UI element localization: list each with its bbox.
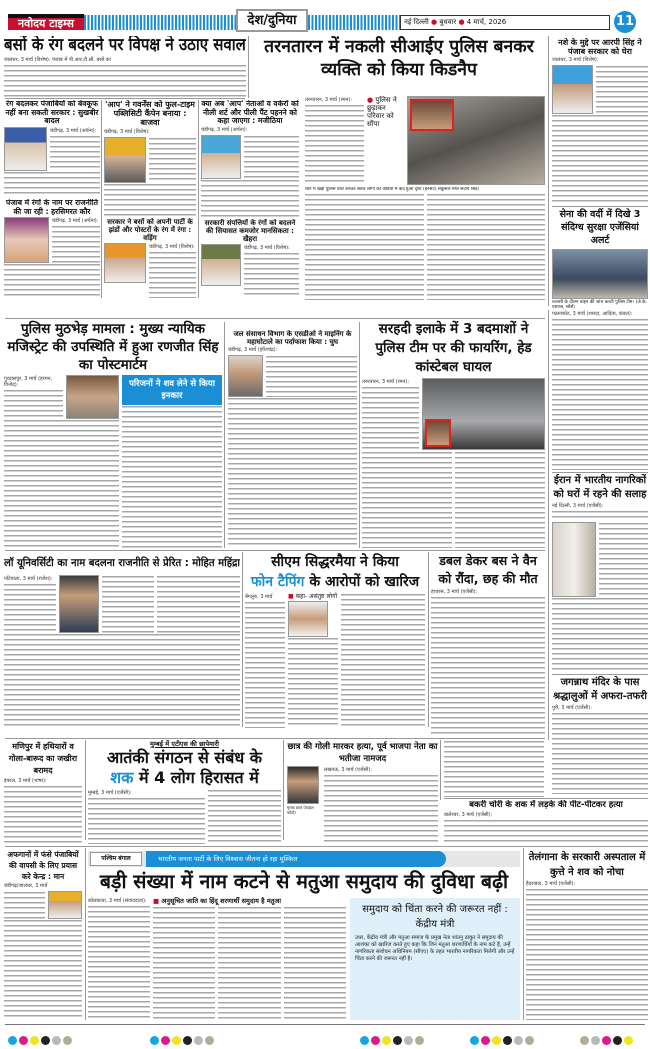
khaira-body — [244, 253, 299, 298]
matua-dateline: कोलकाता, 3 मार्च (संवाददाता): — [88, 898, 147, 904]
cm-kicker: ■ कहा- असंतुष्ट लोगों — [288, 593, 338, 600]
kidnap-story — [305, 96, 405, 185]
registration-marks-right — [470, 1030, 536, 1049]
harsimrat-photo — [4, 217, 49, 263]
law-body-3 — [157, 576, 240, 633]
encounter-story — [4, 320, 222, 548]
matua-headline-block — [88, 868, 520, 896]
firing-inset-photo — [425, 419, 451, 447]
cm-body-3 — [341, 594, 425, 728]
sukhbir-body-2 — [4, 172, 100, 197]
manipur-body — [4, 786, 82, 843]
khaira-photo — [201, 244, 241, 286]
majithia-body-2 — [201, 180, 299, 217]
sukhbir-photo — [4, 127, 47, 171]
goat-body — [444, 820, 648, 844]
date-box: नई दिल्ली ● बुधवार ● 4 मार्च, 2026 — [400, 15, 610, 30]
registration-marks-mid — [150, 1030, 216, 1049]
bus-body — [431, 597, 545, 736]
sukhbir-story — [4, 100, 100, 197]
warring-photo — [104, 243, 146, 283]
firing-dateline: तरनतारन, 3 मार्च (रमन): — [362, 379, 410, 385]
firing-body — [362, 387, 419, 450]
student-photo — [287, 766, 319, 804]
sukhbir-body — [50, 136, 100, 171]
khaira-story — [201, 219, 299, 298]
law-body-2 — [102, 576, 154, 633]
kidnap-body-3 — [427, 194, 546, 300]
iran-dateline: नई दिल्ली, 3 मार्च (एजेंसी): — [552, 503, 604, 509]
registration-marks-left — [8, 1030, 74, 1049]
iran-photo — [552, 522, 596, 597]
goat-headline: बकरी चोरी के शक में लड़के की पीट-पीटकर हत्या — [469, 800, 623, 810]
sukhbir-dateline: चंडीगढ़, 3 मार्च (अर्चना): — [50, 127, 97, 134]
rp-dateline: जालंधर, 3 मार्च (विशेष): — [552, 57, 599, 64]
warring-story — [104, 218, 196, 298]
matua-banner — [88, 851, 520, 867]
iran-body — [552, 511, 648, 521]
firing-body-3 — [455, 452, 545, 548]
cm-headline-2 — [245, 572, 425, 592]
encounter-dateline: गुरदासपुर, 3 मार्च (हरमन, विनोद): — [4, 376, 53, 388]
rp-body — [596, 66, 648, 114]
student-headline: छात्र की गोली मारकर हत्या, पूर्व भाजपा नेता का भतीजा नामजद — [287, 742, 438, 764]
mining-headline: जल संसाधन विभाग के एसडीओ ने माइनिंग के महाघोटाले का पर्दाफाश किया : चुघ — [233, 330, 352, 347]
city: नई दिल्ली — [404, 18, 429, 26]
bus-dateline: हाथरस, 3 मार्च (एजेंसी): — [431, 589, 478, 595]
cm-headline-rest: के आरोपों को खारिज — [309, 574, 420, 590]
manipur-headline: मणिपुर में हथियारों व गोला-बारूद का जखीरा बरामद — [8, 742, 78, 775]
rp-photo — [552, 65, 593, 114]
dog-story — [526, 850, 648, 1020]
army-caption-text: तलाशी के दौरान वाहन की जांच करती पुलिस टीम। — [552, 300, 635, 305]
matua-story — [88, 897, 346, 1019]
goat-story — [444, 800, 648, 844]
iran-body-2 — [599, 523, 648, 597]
dog-headline: तेलंगाना के सरकारी अस्पताल में कुत्ते ने शव को नोचा — [528, 852, 646, 878]
jagannath-body — [552, 713, 648, 794]
bus-body-2 — [444, 741, 544, 797]
registration-marks-mid2 — [360, 1030, 426, 1049]
matua-body-4 — [284, 907, 346, 1019]
firing-photo — [422, 378, 545, 450]
student-story — [287, 741, 438, 843]
khaira-headline: सरकारी संपत्तियों के रंगों को बदलने की सियासत कमजोर मानसिकता : खैहरा — [204, 219, 296, 244]
ats-headline-highlight: शक — [110, 768, 134, 787]
cm-dateline: बेंगलुरु, 3 मार्च — [245, 594, 273, 600]
lead-body — [4, 65, 246, 98]
rp-body-2 — [552, 115, 648, 204]
iran-body-3 — [552, 598, 648, 672]
ats-story — [88, 740, 281, 844]
matua-tag: पश्चिम बंगाल — [90, 852, 142, 866]
warring-headline: सरकार ने बसों को अपनी पार्टी के झंडों और पोस्टरों के रंग में रंगा : वड़िंग — [107, 218, 193, 243]
kidnap-body — [305, 105, 364, 185]
kidnap-pullquote: ● पुलिस ने छुड़ाकर परिवार को सौंपा — [367, 96, 397, 128]
mining-body-2 — [228, 398, 357, 548]
matua-headline: बड़ी संख्या में नाम कटने से मतुआ समुदाय की दुविधा बढ़ी — [99, 870, 509, 893]
ats-body — [88, 798, 205, 844]
iran-story — [552, 474, 648, 672]
kidnap-headline-block — [252, 36, 546, 94]
lead-dateline: जालंधर, 3 मार्च (विशेष): पंजाब में पी.आर.टी.सी. बसों का — [4, 56, 111, 63]
chugh-photo — [228, 355, 263, 397]
encounter-body — [4, 390, 63, 419]
kidnap-body-2 — [305, 194, 424, 300]
manipur-story — [4, 741, 82, 843]
kidnap-caption: थाने में खड़ी पुलिस वाले बनकर सवार लोगों का वीडियो में कैद हुआ दृश्य (इनसेट) सकुशल मिले संदीप सिंह। — [305, 187, 480, 192]
student-dateline: लखनऊ, 3 मार्च (एजेंसी): — [324, 767, 372, 773]
cm-headline-highlight: फोन टैपिंग — [250, 574, 305, 590]
cm-story — [245, 552, 425, 728]
bajwa-body — [149, 138, 196, 183]
harsimrat-body — [52, 226, 100, 263]
army-caption — [552, 300, 648, 310]
harsimrat-headline: पंजाब में रंगों के नाम पर राजनीति की जा रही : हरसिमरत कौर — [5, 199, 98, 216]
firing-story — [362, 320, 545, 548]
kejri-body-2 — [4, 920, 82, 1019]
majithia-story — [201, 100, 299, 217]
page-number: 11 — [614, 11, 636, 33]
ats-headline-2 — [88, 768, 281, 788]
bajwa-dateline: चंडीगढ़, 3 मार्च (विशेष): — [104, 128, 150, 135]
majithia-photo — [201, 135, 241, 179]
matua-box — [350, 898, 520, 1020]
logo: नवोदय टाइम्स — [8, 14, 84, 30]
kejri-dateline: चंडीगढ़/जालंधर, 3 मार्च — [4, 883, 48, 889]
masthead — [0, 0, 650, 34]
majithia-headline: क्या अब 'आप' नेताओं व वर्करों को नीली शर्ट और पीली पैंट पहनने को कहा जाएगा : मजीठिया — [201, 100, 299, 126]
ats-headline-1: आतंकी संगठन से संबंध के — [106, 748, 263, 767]
sukhbir-headline: रंग बदलकर पंजाबियों को बेवकूफ नहीं बना सकती सरकार : सुखबीर बादल — [5, 100, 99, 126]
law-body-4 — [4, 634, 240, 728]
kejri-headline: अफगानों में फंसे पंजाबियों की वापसी के लिए प्रयास करे केन्द्र : मान — [7, 850, 79, 881]
cm-body — [245, 602, 285, 728]
mining-story — [228, 330, 357, 548]
mining-dateline: चंडीगढ़, 3 मार्च (हरिश्चंद्र): — [228, 347, 278, 354]
lead-story — [4, 36, 246, 98]
jagannath-headline: जगन्नाथ मंदिर के पास श्रद्धालुओं में अफरा-तफरी — [553, 677, 647, 702]
cm-kicker-text: कहा- असंतुष्ट लोगों — [295, 593, 338, 600]
mann-photo — [48, 891, 82, 919]
kidnap-dateline: तरनतारन, 3 मार्च (रमन): — [305, 97, 353, 103]
army-body — [552, 319, 648, 470]
ats-headline-rest: में 4 लोग हिरासत में — [138, 768, 259, 787]
section-tab: देश/दुनिया — [236, 9, 308, 32]
matua-body — [88, 906, 150, 1019]
ats-kicker: मुम्बई में एटीएस की छापेमारी — [150, 740, 219, 748]
bus-headline: डबल डेकर बस ने वैन को रौंदा, छह की मौत — [438, 553, 538, 586]
firing-body-2 — [362, 452, 452, 548]
army-credit: (जे.के. एसएस, सोर्स) — [552, 300, 648, 310]
bajwa-photo — [104, 137, 146, 183]
encounter-headline: पुलिस मुठभेड़ मामला : मुख्य न्यायिक मजिस्ट्रेट की उपस्थिति में हुआ रणजीत सिंह का पोस्टमार्टम — [7, 321, 219, 373]
matua-box-text: उधर, केंद्रीय मंत्री और मतुआ समाज के प्रमुख नेता शांतनु ठाकुर ने समुदाय की आशंका को खारिज करते हुए कहा कि जिन मतुआ शरणार्थियों के नाम कटे हैं, उन्हें नागरिकता संशोधन अधिनियम (सीएए) के तहत भारतीय नागरिकता मिलेगी और उन्हें चिंता करने की जरूरत नहीं है। — [355, 935, 515, 962]
cm-headline-1: सीएम सिद्धरमैया ने किया — [271, 554, 399, 570]
army-headline: सेना की वर्दी में दिखे 3 संदिग्ध सुरक्षा एजेंसियां अलर्ट — [559, 209, 641, 246]
warring-body — [149, 252, 196, 298]
registration-marks-far-right — [580, 1030, 635, 1049]
law-body — [4, 584, 56, 633]
firing-headline: सरहदी इलाके में 3 बदमाशों ने पुलिस टीम पर की फायरिंग, हेड कांस्टेबल घायल — [375, 321, 532, 375]
day: बुधवार — [439, 18, 457, 26]
encounter-body-3 — [4, 420, 119, 548]
kidnap-continued — [305, 187, 545, 300]
bajwa-body-2 — [104, 184, 196, 216]
harsimrat-dateline: चंडीगढ़, 3 मार्च (अर्चना): — [52, 218, 99, 225]
pullquote-text: पुलिस ने छुड़ाकर परिवार को सौंपा — [367, 96, 397, 128]
student-caption: मृतक छात्र (फाइल फोटो) — [287, 805, 314, 815]
army-dateline: पठानकोट, 3 मार्च (शारदा, आदित्य, कंवल): — [552, 311, 633, 317]
harsimrat-story — [4, 199, 100, 298]
kidnap-photo — [407, 96, 545, 185]
matua-banner-text: भारतीय जनता पार्टी के लिए विश्वास जीतना हो रहा मुश्किल — [146, 851, 446, 867]
matua-subhead: ■ अनुसूचित जाति का हिंदू शरणार्थी समुदाय है मतुआ — [153, 897, 282, 905]
ranjit-photo — [66, 375, 119, 419]
army-story — [552, 208, 648, 470]
ats-dateline: मुम्बई, 3 मार्च (एजेंसी): — [88, 790, 132, 796]
kidnap-inset-photo — [410, 99, 454, 131]
matua-body-3 — [218, 907, 280, 1019]
cm-body-2 — [288, 638, 338, 728]
jagannath-dateline: पुरी, 3 मार्च (एजेंसी): — [552, 705, 592, 711]
kidnap-headline: तरनतारन में नकली सीआईए पुलिस बनकर व्यक्ति को किया किडनैप — [264, 37, 534, 80]
matua-subhead-text: अनुसूचित जाति का हिंदू शरणार्थी समुदाय है मतुआ — [161, 897, 282, 905]
warring-dateline: चंडीगढ़, 3 मार्च (विशेष): — [149, 244, 195, 251]
iran-headline: ईरान में भारतीय नागरिकों को घरों में रहने की सलाह — [553, 475, 647, 500]
student-body — [324, 775, 438, 843]
encounter-box: परिजनों ने शव लेने से किया इनकार — [122, 375, 222, 405]
majithia-dateline: चंडीगढ़, 3 मार्च (अर्चना): — [201, 126, 248, 133]
encounter-body-2 — [122, 406, 222, 548]
rp-story — [552, 38, 648, 204]
kejri-story — [4, 849, 82, 1019]
khaira-dateline: चंडीगढ़, 3 मार्च (विशेष): — [244, 245, 290, 252]
law-story — [4, 552, 240, 728]
manipur-dateline: इंफाल, 3 मार्च (भाषा): — [4, 778, 47, 784]
mining-body — [266, 356, 357, 397]
army-photo — [552, 249, 648, 299]
matua-body-2 — [153, 907, 215, 1019]
siddaramaiah-photo — [288, 601, 328, 637]
bus-story — [431, 552, 545, 736]
ats-body-2 — [208, 790, 281, 844]
rp-headline: नशे के मुद्दे पर आरपी सिंह ने पंजाब सरकार को घेरा — [558, 38, 642, 57]
law-headline: लॉ यूनिवर्सिटी का नाम बदलना राजनीति से प्रेरित : मोहित महिंद्रा — [4, 557, 240, 569]
majithia-body — [244, 136, 299, 179]
date: 4 मार्च, 2026 — [466, 18, 507, 26]
jagannath-story — [552, 676, 648, 794]
bajwa-story — [104, 100, 196, 216]
lead-headline: बसों के रंग बदलने पर विपक्ष ने उठाए सवाल — [4, 36, 246, 55]
bajwa-headline: 'आप' ने गवर्नेंस को फुल-टाइम पब्लिसिटी कैंपेन बनाया : बाजवा — [105, 100, 195, 128]
goat-dateline: बालेश्वर, 3 मार्च (एजेंसी): — [444, 812, 493, 818]
dog-body — [526, 889, 648, 1020]
kejri-body — [4, 892, 45, 919]
harsimrat-body-2 — [4, 264, 100, 298]
dog-dateline: हैदराबाद, 3 मार्च (एजेंसी): — [526, 881, 576, 887]
law-dateline: पटियाला, 3 मार्च (राजेश): — [4, 576, 53, 582]
matua-box-headline: समुदाय को चिंता करने की जरूरत नहीं : केंद्रीय मंत्री — [362, 904, 508, 930]
mohit-photo — [59, 575, 99, 633]
